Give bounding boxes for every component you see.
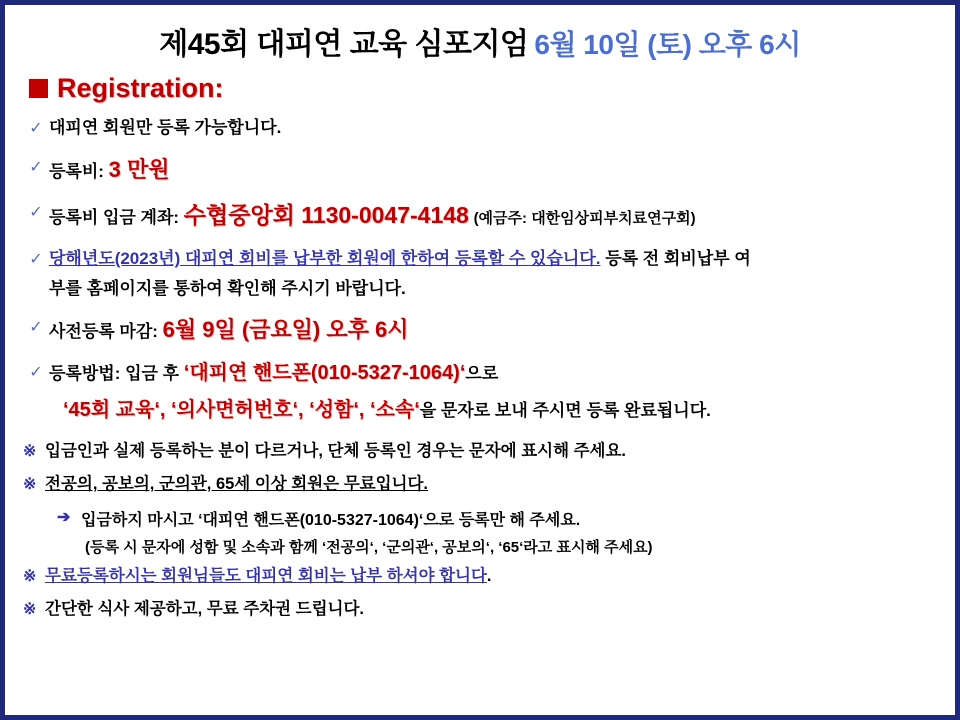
- method-line2-rest: 을 문자로 보내 주시면 등록 완료됩니다.: [419, 401, 711, 421]
- note-mark-icon: ※: [23, 567, 37, 585]
- dues-requirement-underlined: 당해년도(2023년) 대피연 회비를 납부한 회원에 한하여 등록할 수 있습니다.: [49, 249, 601, 269]
- registration-list: [23, 116, 937, 425]
- list-item-text: [49, 247, 937, 300]
- method-after: 으로: [465, 364, 499, 384]
- note-text: 입금인과 실제 등록하는 분이 다르거나, 단체 등록인 경우는 문자에 표시해 주세요.: [45, 441, 626, 460]
- slide-content: [5, 5, 955, 715]
- note-text: 간단한 식사 제공하고, 무료 주차권 드립니다.: [45, 600, 364, 619]
- dues-requirement-line2: 부를 홈페이지를 통하여 확인해 주시기 바랍니다.: [49, 278, 406, 298]
- notes-list: [23, 440, 937, 621]
- list-item: [23, 315, 937, 345]
- list-item-text: [49, 200, 937, 232]
- list-item-text: [49, 360, 937, 424]
- dues-requirement-rest: 등록 전 회비납부 여: [600, 249, 751, 269]
- check-icon: ✓: [29, 120, 43, 137]
- deadline-label: 사전등록 마감:: [49, 322, 163, 342]
- dues-note-underlined: 무료등록하시는 회원님들도 대피연 회비는 납부 하셔야 합니다: [45, 566, 487, 585]
- note-item: [23, 565, 937, 588]
- title-date-text: 6월 10일 (토) 오후 6시: [534, 29, 801, 60]
- note-mark-icon: ※: [23, 476, 37, 494]
- check-icon: ✓: [29, 159, 43, 177]
- list-item-text: [49, 315, 937, 345]
- list-item: [23, 360, 937, 424]
- section-title-text: Registration:: [57, 73, 224, 103]
- note-text: [45, 565, 937, 587]
- check-icon: ✓: [29, 251, 43, 269]
- list-item: [23, 200, 937, 232]
- list-item-text: 대피연 회원만 등록 가능합니다.: [49, 118, 282, 137]
- fee-label: 등록비:: [49, 162, 109, 182]
- note-sub-text: 입금하지 마시고 ‘대피연 핸드폰(010-5327-1064)‘으로 등록만 해 주세요.: [81, 511, 581, 529]
- list-item: [23, 247, 937, 300]
- list-item: [23, 155, 937, 185]
- check-icon: ✓: [29, 364, 43, 382]
- note-item: [23, 598, 937, 621]
- fee-amount: 3 만원: [108, 157, 170, 183]
- list-item-text: [49, 155, 937, 185]
- title-main-text: 제45회 대피연 교육 심포지엄: [159, 28, 529, 61]
- check-icon: ✓: [29, 204, 43, 222]
- note-paren-text: (등록 시 문자에 성함 및 소속과 함께 ‘전공의‘, ‘군의관‘, 공보의‘, ‘65‘라고 표시해 주세요): [85, 538, 653, 556]
- note-item: [23, 440, 937, 463]
- deadline-value: 6월 9일 (금요일) 오후 6시: [162, 317, 409, 343]
- account-number: 수협중앙회 1130-0047-4148: [183, 202, 469, 229]
- free-registration-note: 전공의, 공보의, 군의관, 65세 이상 회원은 무료입니다.: [45, 475, 428, 494]
- registration-section-header: [29, 73, 937, 104]
- required-fields: ‘45회 교육‘, ‘의사면허번호‘, ‘성함‘, ‘소속‘: [63, 399, 420, 422]
- red-square-bullet-icon: [29, 79, 48, 98]
- list-item: [23, 116, 937, 140]
- note-sub-item: [57, 507, 937, 530]
- method-line2: [63, 397, 937, 425]
- account-label: 등록비 입금 계좌:: [49, 208, 184, 228]
- check-icon: ✓: [29, 319, 43, 337]
- dues-note-rest: .: [486, 566, 492, 585]
- page-title: [23, 19, 937, 63]
- note-item: [23, 473, 937, 496]
- note-mark-icon: ※: [23, 442, 37, 460]
- account-holder-note: (예금주: 대한임상피부치료연구회): [473, 210, 696, 228]
- contact-phone: ‘대피연 핸드폰(010-5327-1064)‘: [183, 362, 466, 385]
- arrow-right-icon: ➔: [57, 508, 71, 526]
- method-label: 등록방법: 입금 후: [49, 364, 184, 384]
- note-mark-icon: ※: [23, 601, 37, 619]
